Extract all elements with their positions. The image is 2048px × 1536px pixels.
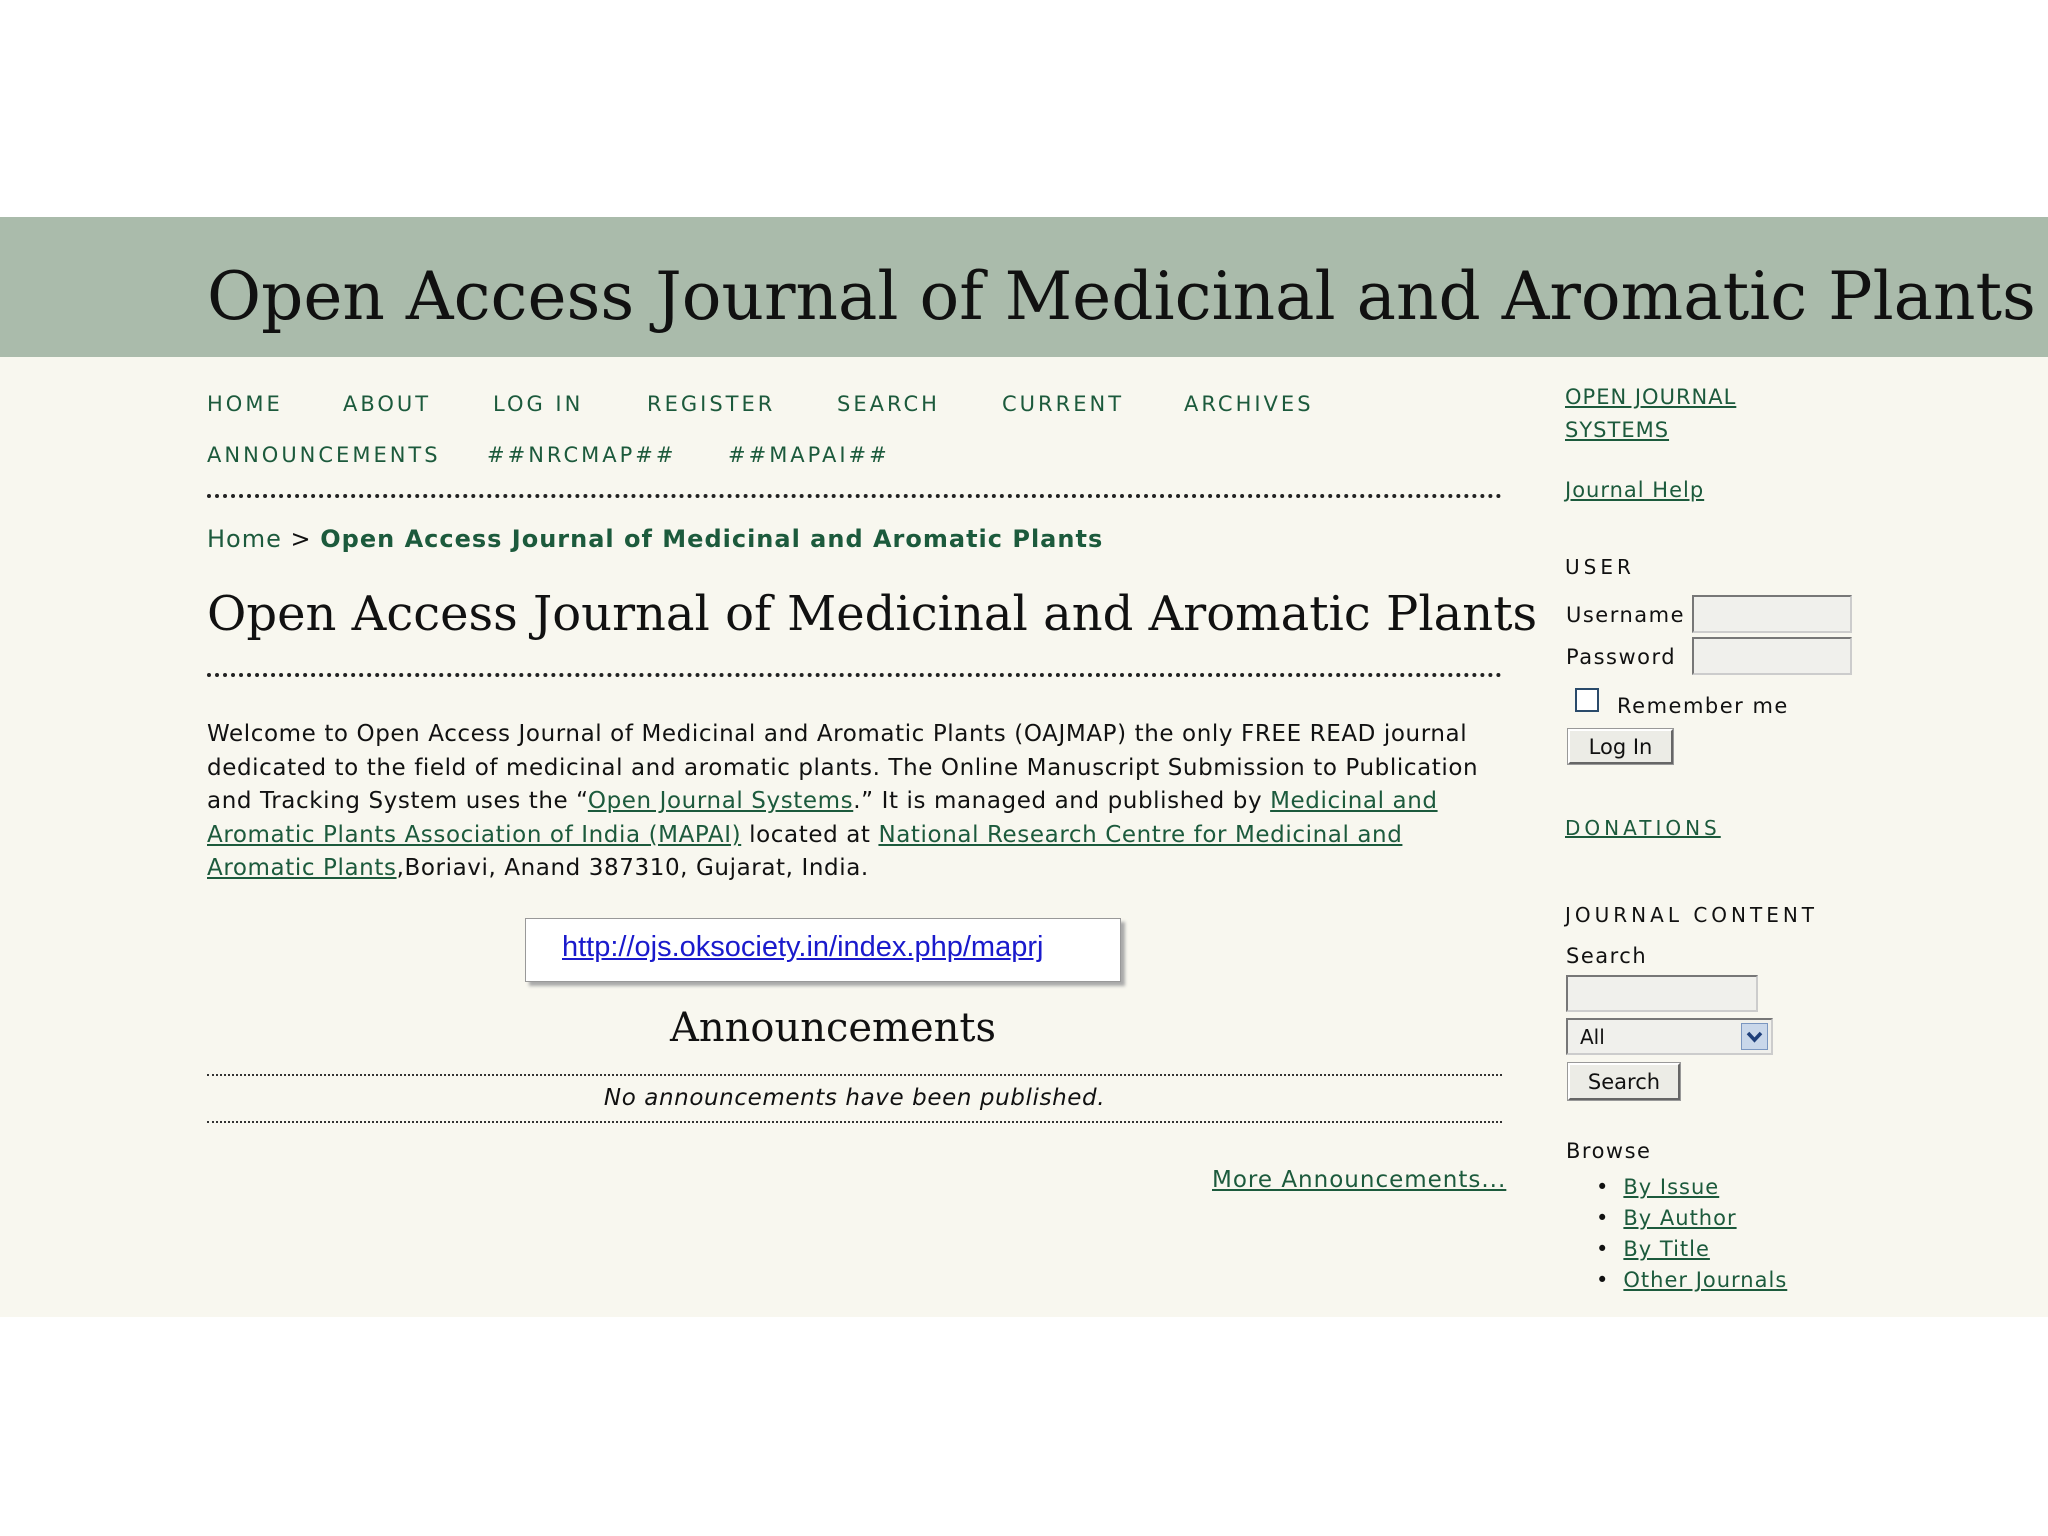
open-journal-systems-link[interactable]: Open Journal Systems [587,788,854,814]
breadcrumb-separator: > [290,525,312,553]
no-announcements-text: No announcements have been published. [603,1085,1106,1111]
search-label: Search [1566,944,1648,968]
journal-help-block [1565,478,1704,502]
journal-help-link[interactable]: Journal Help [1565,478,1705,502]
donations-block [1565,816,1721,840]
list-item [1596,1172,1787,1203]
ojs-link-line-1: OPEN JOURNAL [1565,385,1737,409]
donations-link[interactable]: DONATIONS [1565,816,1721,840]
password-label: Password [1566,645,1677,669]
search-button[interactable]: Search [1568,1063,1680,1100]
nrcmap-link[interactable]: National Research Centre for Medicinal and Aromatic Plants [207,821,1403,881]
search-input[interactable] [1566,975,1758,1012]
nav-register[interactable]: REGISTER [647,392,776,416]
intro-text-3: located at [741,821,879,848]
browse-list [1596,1172,1787,1296]
nav-search[interactable]: SEARCH [837,392,940,416]
journal-content-title: JOURNAL CONTENT [1565,903,1819,927]
announcements-top-divider [207,1074,1502,1076]
nav-announcements[interactable]: ANNOUNCEMENTS [207,443,441,467]
username-label: Username [1566,603,1686,627]
browse-by-author-link[interactable]: By Author [1623,1206,1737,1230]
browse-label: Browse [1566,1139,1652,1163]
ojs-link-block [1565,381,1736,447]
nav-nrcmap[interactable]: ##NRCMAP## [487,443,677,467]
log-in-button[interactable]: Log In [1568,729,1673,764]
ojs-link-line-2: SYSTEMS [1565,418,1670,442]
intro-text-4: ,Boriavi, Anand 387310, Gujarat, India. [396,855,869,881]
more-announcements-link[interactable]: More Announcements... [1212,1167,1507,1193]
title-divider [207,673,1502,677]
nav-about[interactable]: ABOUT [343,392,432,416]
nav-home[interactable]: HOME [207,392,283,416]
announcements-heading: Announcements [669,1005,997,1051]
breadcrumb-current[interactable]: Open Access Journal of Medicinal and Aromatic Plants [320,525,1104,553]
breadcrumb-home[interactable]: Home [207,525,282,553]
user-block-title: USER [1565,555,1635,579]
search-scope-value: All [1580,1025,1605,1049]
other-journals-link[interactable]: Other Journals [1623,1268,1788,1292]
url-callout-box [525,918,1121,982]
nav-divider [207,494,1502,498]
remember-me-label: Remember me [1617,694,1789,718]
nav-archives[interactable]: ARCHIVES [1184,392,1314,416]
journal-url-link[interactable]: http://ojs.oksociety.in/index.php/maprj [562,931,1044,963]
breadcrumb [207,525,1103,553]
username-field[interactable] [1692,595,1852,633]
intro-text-2: .” It is managed and published by [853,788,1271,814]
browse-by-title-link[interactable]: By Title [1623,1237,1710,1261]
list-item [1596,1234,1787,1265]
chevron-down-icon[interactable] [1741,1023,1768,1050]
journal-header-title: Open Access Journal of Medicinal and Aromatic Plants [207,258,2036,335]
page-title: Open Access Journal of Medicinal and Aromatic Plants [207,586,1538,642]
list-item [1596,1265,1787,1296]
open-journal-systems-sidebar-link[interactable] [1565,385,1736,442]
intro-text-1: Welcome to Open Access Journal of Medicinal and Aromatic Plants (OAJMAP) the only FREE READ journal dedicated to the field of medicinal and aromatic plants. The Online Manuscript Submission to Publication and Tracking System uses the “ [207,721,1479,814]
intro-paragraph [207,718,1507,886]
browse-by-issue-link[interactable]: By Issue [1623,1175,1720,1199]
announcements-bottom-divider [207,1121,1502,1123]
list-item [1596,1203,1787,1234]
nav-mapai[interactable]: ##MAPAI## [728,443,890,467]
remember-me-checkbox[interactable] [1575,688,1599,712]
nav-current[interactable]: CURRENT [1002,392,1125,416]
nav-log-in[interactable]: LOG IN [493,392,584,416]
password-field[interactable] [1692,637,1852,675]
mapai-link[interactable]: Medicinal and Aromatic Plants Association of India (MAPAI) [207,788,1438,848]
search-scope-select[interactable] [1566,1018,1773,1055]
